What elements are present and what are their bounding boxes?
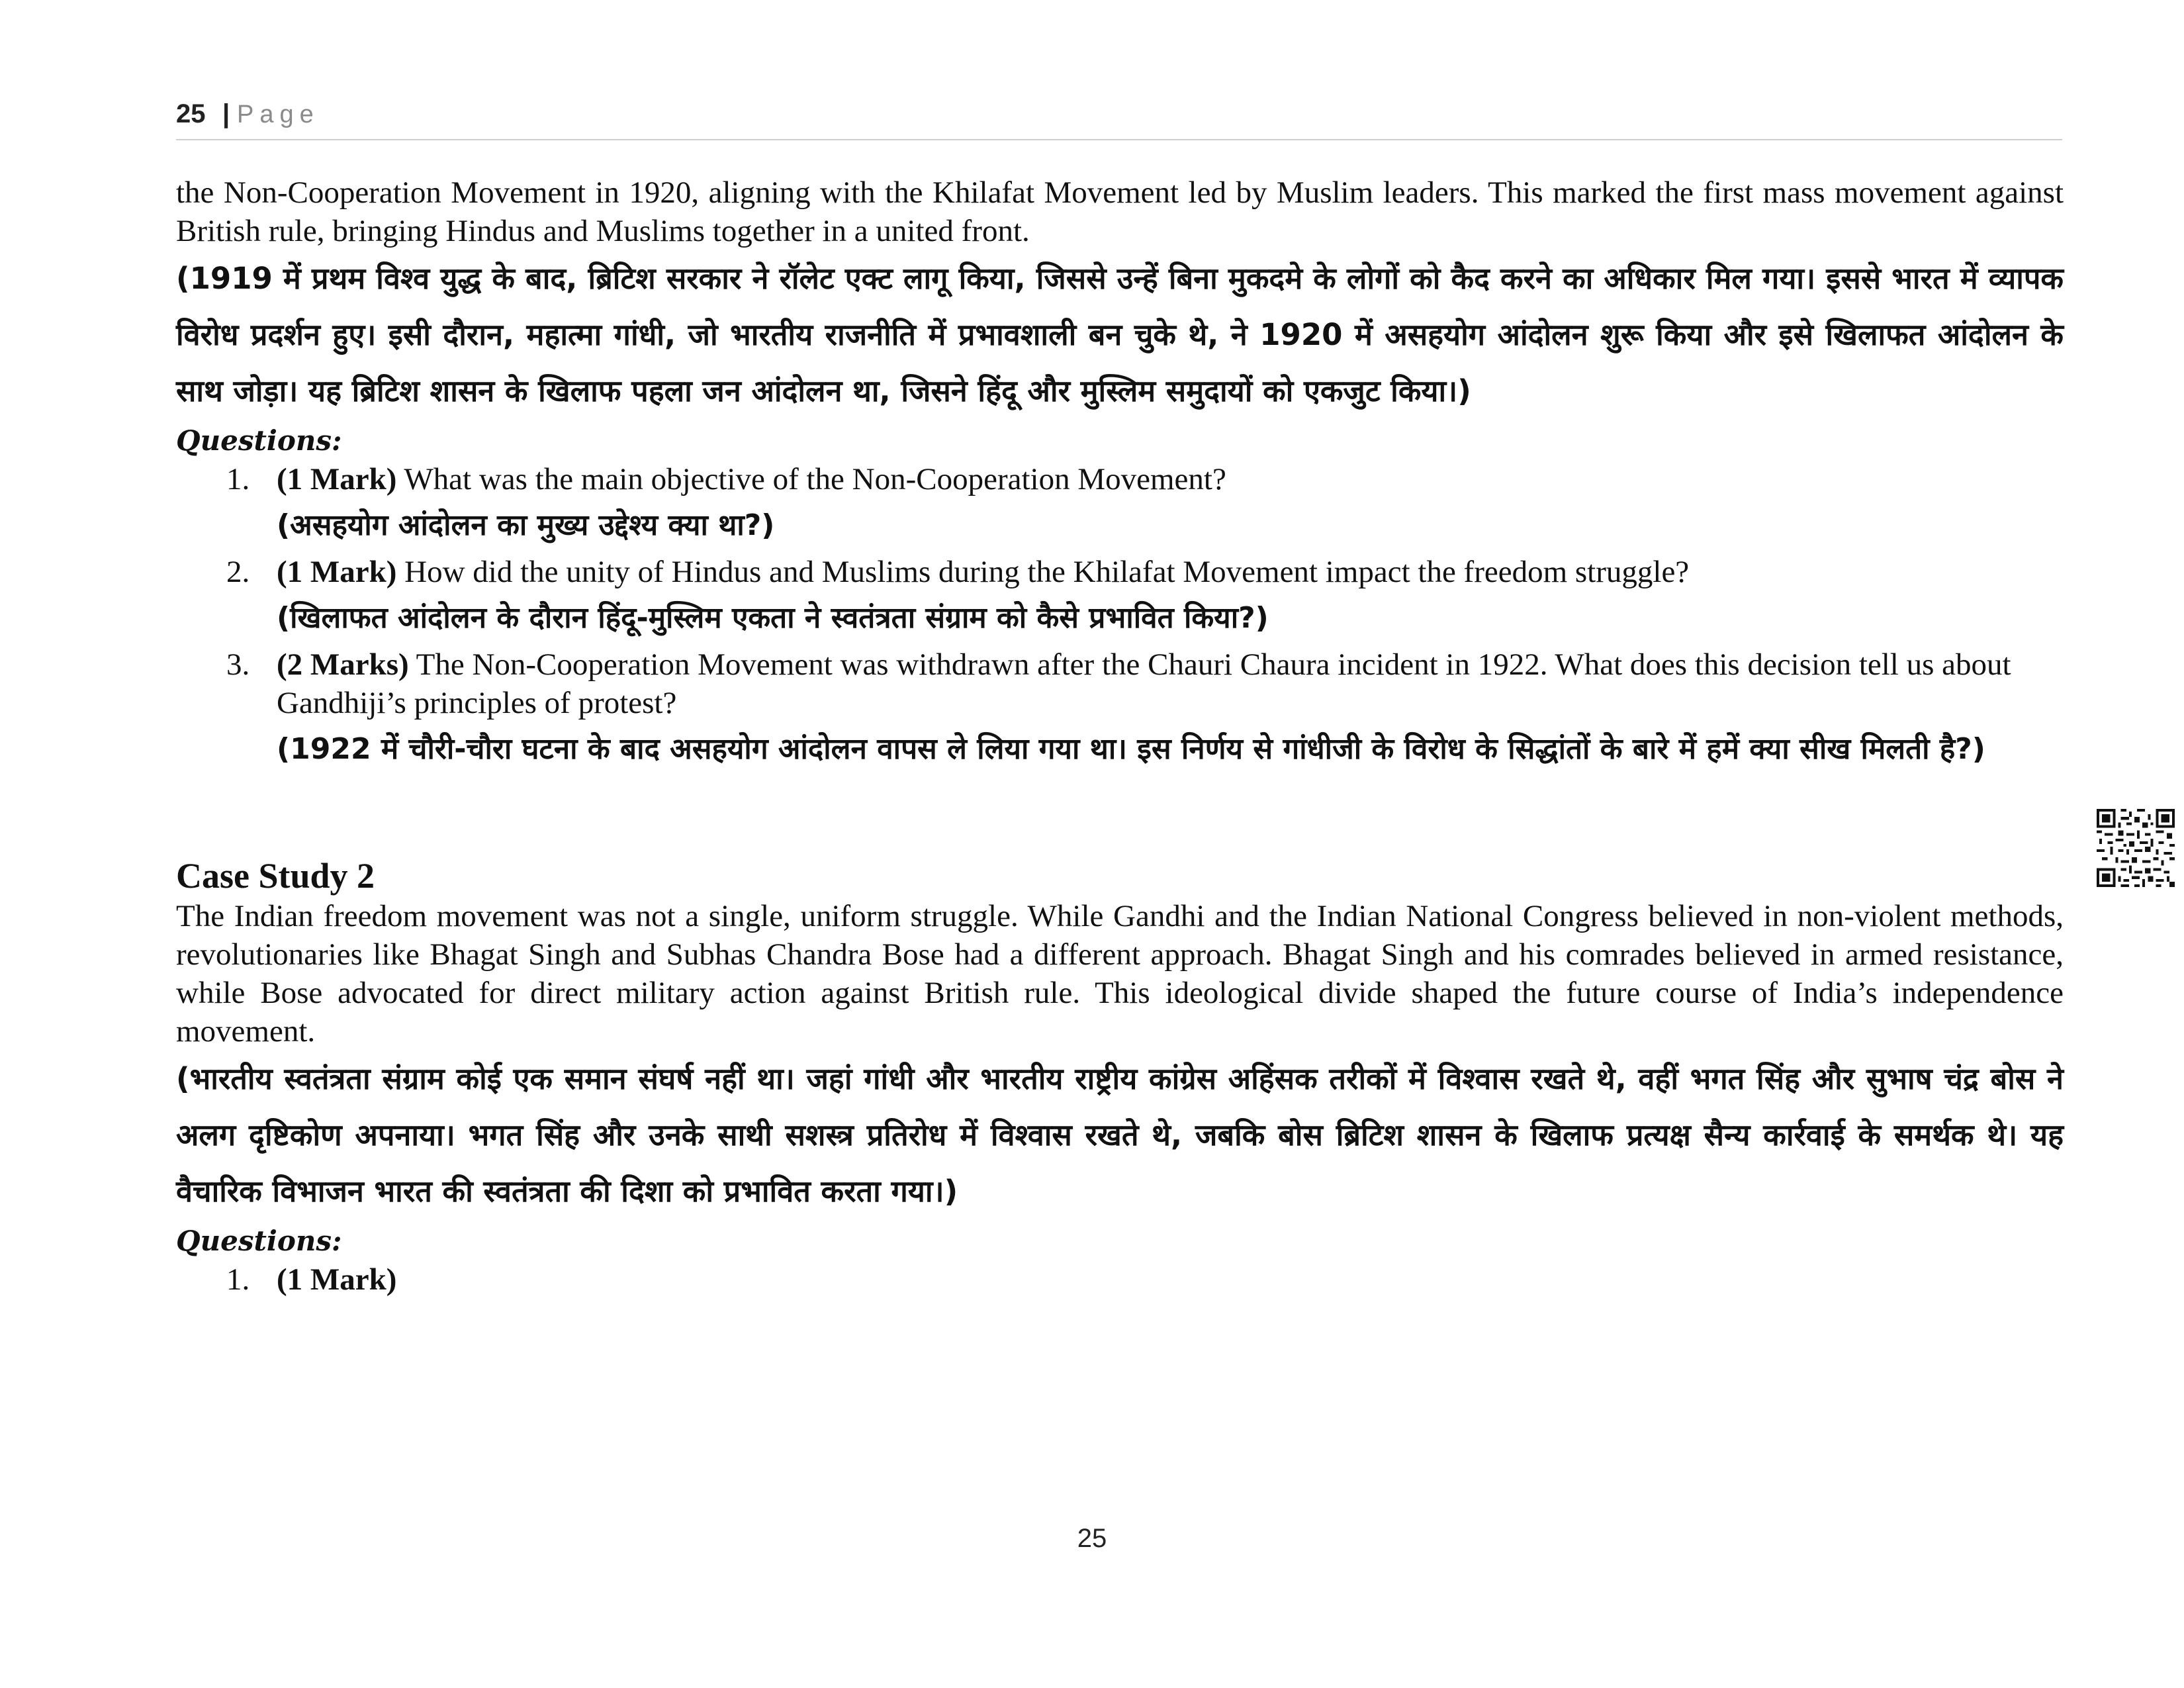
qr-code-graphic [2097,809,2175,887]
question-number: 2. [226,555,250,589]
case1-intro-english: the Non-Cooperation Movement in 1920, aligning with the Khilafat Movement led by Muslim leaders. This marked the first mass movement against British rule, bringing Hindus and Muslims together in a united front. [176,175,2064,248]
case2-intro-english: The Indian freedom movement was not a single, uniform struggle. While Gandhi and the Indian National Congress believed in non-violent methods, revolutionaries like Bhagat Singh and Subhas Chandra Bose had a different approach. Bhagat Singh and his comrades believed in armed resistance, while Bose advocated for direct military action against British rule. This ideological divide shaped the future course of India’s independence movement. [176,899,2064,1049]
header-page-number: 25 [176,99,206,128]
case2-question-list [176,1260,2064,1299]
question-marks: (2 Marks) [277,647,409,682]
question-marks: (1 Mark) [277,462,397,496]
question-text-english [277,460,2064,498]
question-number: 1. [226,462,250,496]
page-header [176,98,2062,140]
question-marks: (1 Mark) [277,1262,397,1297]
case1-intro-hindi: (1919 में प्रथम विश्व युद्ध के बाद, ब्रिटिश सरकार ने रॉलेट एक्ट लागू किया, जिससे उन्हें बिना मुकदमे के लोगों को कैद करने का अधिकार मिल गया। इससे भारत में व्यापक विरोध प्रदर्शन हुए। इसी दौरान, महात्मा गांधी, जो भारतीय राजनीति में प्रभावशाली बन चुके थे, ने 1920 में असहयोग आंदोलन शुरू किया और इसे खिलाफत आंदोलन के साथ जोड़ा। यह ब्रिटिश शासन के खिलाफ पहला जन आंदोलन था, जिसने हिंदू और मुस्लिम समुदायों को एकजुट किया।) [176,261,2064,408]
question-text-english [277,553,2064,591]
case2-questions-heading: Questions: [176,1225,342,1257]
header-page-label: Page [237,101,320,128]
question-item [176,645,2064,776]
qr-code-icon[interactable] [2097,809,2175,887]
page-footer [0,1524,2184,1554]
question-item [176,553,2064,645]
question-text-hindi: (असहयोग आंदोलन का मुख्य उद्देश्य क्या था?) [277,508,775,542]
question-number: 1. [226,1262,250,1297]
question-english: The Non-Cooperation Movement was withdrawn after the Chauri Chaura incident in 1922. What does this decision tell us about Gandhiji’s principles of protest? [277,647,2011,720]
footer-page-number: 25 [1077,1524,1107,1553]
question-english: What was the main objective of the Non-Cooperation Movement? [396,462,1226,496]
question-text-english [277,645,2064,722]
question-text-english [277,1260,2064,1299]
question-number: 3. [226,647,250,682]
page-content [176,173,2064,1299]
case1-questions-heading: Questions: [176,424,342,457]
question-text-hindi: (खिलाफत आंदोलन के दौरान हिंदू-मुस्लिम एकता ने स्वतंत्रता संग्राम को कैसे प्रभावित किया?) [277,601,1269,635]
question-english: How did the unity of Hindus and Muslims during the Khilafat Movement impact the freedom struggle? [396,555,1690,589]
case-study-title: Case Study 2 [176,856,375,896]
header-separator: | [222,99,230,128]
question-item [176,1260,2064,1299]
question-item [176,460,2064,553]
case1-question-list [176,460,2064,776]
question-text-hindi: (1922 में चौरी-चौरा घटना के बाद असहयोग आंदोलन वापस ले लिया गया था। इस निर्णय से गांधीजी के विरोध के सिद्धांतों के बारे में हमें क्या सीख मिलती है?) [277,732,1985,766]
question-marks: (1 Mark) [277,555,397,589]
case2-intro-hindi: (भारतीय स्वतंत्रता संग्राम कोई एक समान संघर्ष नहीं था। जहां गांधी और भारतीय राष्ट्रीय कांग्रेस अहिंसक तरीकों में विश्वास रखते थे, वहीं भगत सिंह और सुभाष चंद्र बोस ने अलग दृष्टिकोण अपनाया। भगत सिंह और उनके साथी सशस्त्र प्रतिरोध में विश्वास रखते थे, जबकि बोस ब्रिटिश शासन के खिलाफ प्रत्यक्ष सैन्य कार्रवाई के समर्थक थे। यह वैचारिक विभाजन भारत की स्वतंत्रता की दिशा को प्रभावित करता गया।) [176,1061,2064,1209]
